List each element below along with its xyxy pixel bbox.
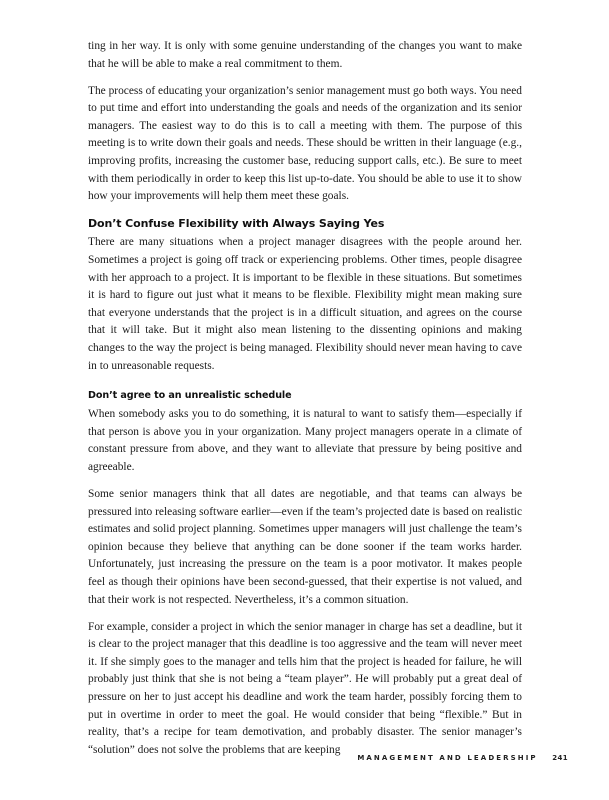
paragraph: Some senior managers think that all dates are negotiable, and that teams can always be pressured into releasing software earlier—even if the team’s projected date is based on realistic estimates and solid project planning. Sometimes upper managers will just challenge the team’s opinion because they believe that anything can be done sooner if the team works harder. Unfortunately, just increasing the pressure on the team is a poor motivator. It makes people feel as though their opinions have been second-guessed, that their expertise is not valued, and that their work is not respected. Nevertheless, it’s a common situation.: [88, 487, 522, 606]
page-footer: [357, 754, 568, 762]
subsection-heading: Don’t agree to an unrealistic schedule: [88, 390, 292, 402]
section-heading: Don’t Confuse Flexibility with Always Saying Yes: [88, 217, 385, 231]
paragraph: The process of educating your organization’s senior management must go both ways. You need to put time and effort into understanding the goals and needs of the organization and its senior managers. The easiest way to do this is to call a meeting with them. The purpose of this meeting is to write down their goals and needs. These should be written in their language (e.g., improving profits, increasing the customer base, reducing support calls, etc.). Be sure to meet with them periodically in order to keep this list up-to-date. You should be able to use it to show how your improvements will help them meet these goals.: [88, 84, 522, 203]
page-body: [88, 38, 522, 769]
paragraph: There are many situations when a project manager disagrees with the people around her. Sometimes a project is going off track or experiencing problems. Other times, people disagree with her approach to a project. It is important to be flexible in these situations. But sometimes it is hard to figure out just what it means to be flexible. Flexibility might mean making sure that everyone understands that the project is in a difficult situation, and agrees on the course that it will take. But it might also mean listening to the dissenting opinions and making changes to the way the project is being managed. Flexibility should never mean having to cave in to unreasonable requests.: [88, 236, 522, 372]
running-head: MANAGEMENT AND LEADERSHIP: [357, 754, 538, 762]
paragraph: ting in her way. It is only with some genuine understanding of the changes you want to make that he will be able to make a real commitment to them.: [88, 40, 522, 70]
page-number: 241: [552, 754, 568, 762]
paragraph: For example, consider a project in which the senior manager in charge has set a deadline, but it is clear to the project manager that this deadline is too aggressive and the team will never meet it. If she simply goes to the manager and tells him that the project is headed for failure, he will probably just think that she is not being a “team player”. He will probably put a great deal of pressure on her to just accept his deadline and work the team harder, possibly forcing them to put in overtime in order to meet the goal. He would consider that being “flexible.” But in reality, that’s a recipe for team demotivation, and probably disaster. The senior manager’s “solution” does not solve the problems that are keeping: [88, 620, 522, 756]
paragraph: When somebody asks you to do something, it is natural to want to satisfy them—especially if that person is above you in your organization. Many project managers operate in a climate of constant pressure from above, and they want to alleviate that pressure by being positive and agreeable.: [88, 408, 522, 473]
